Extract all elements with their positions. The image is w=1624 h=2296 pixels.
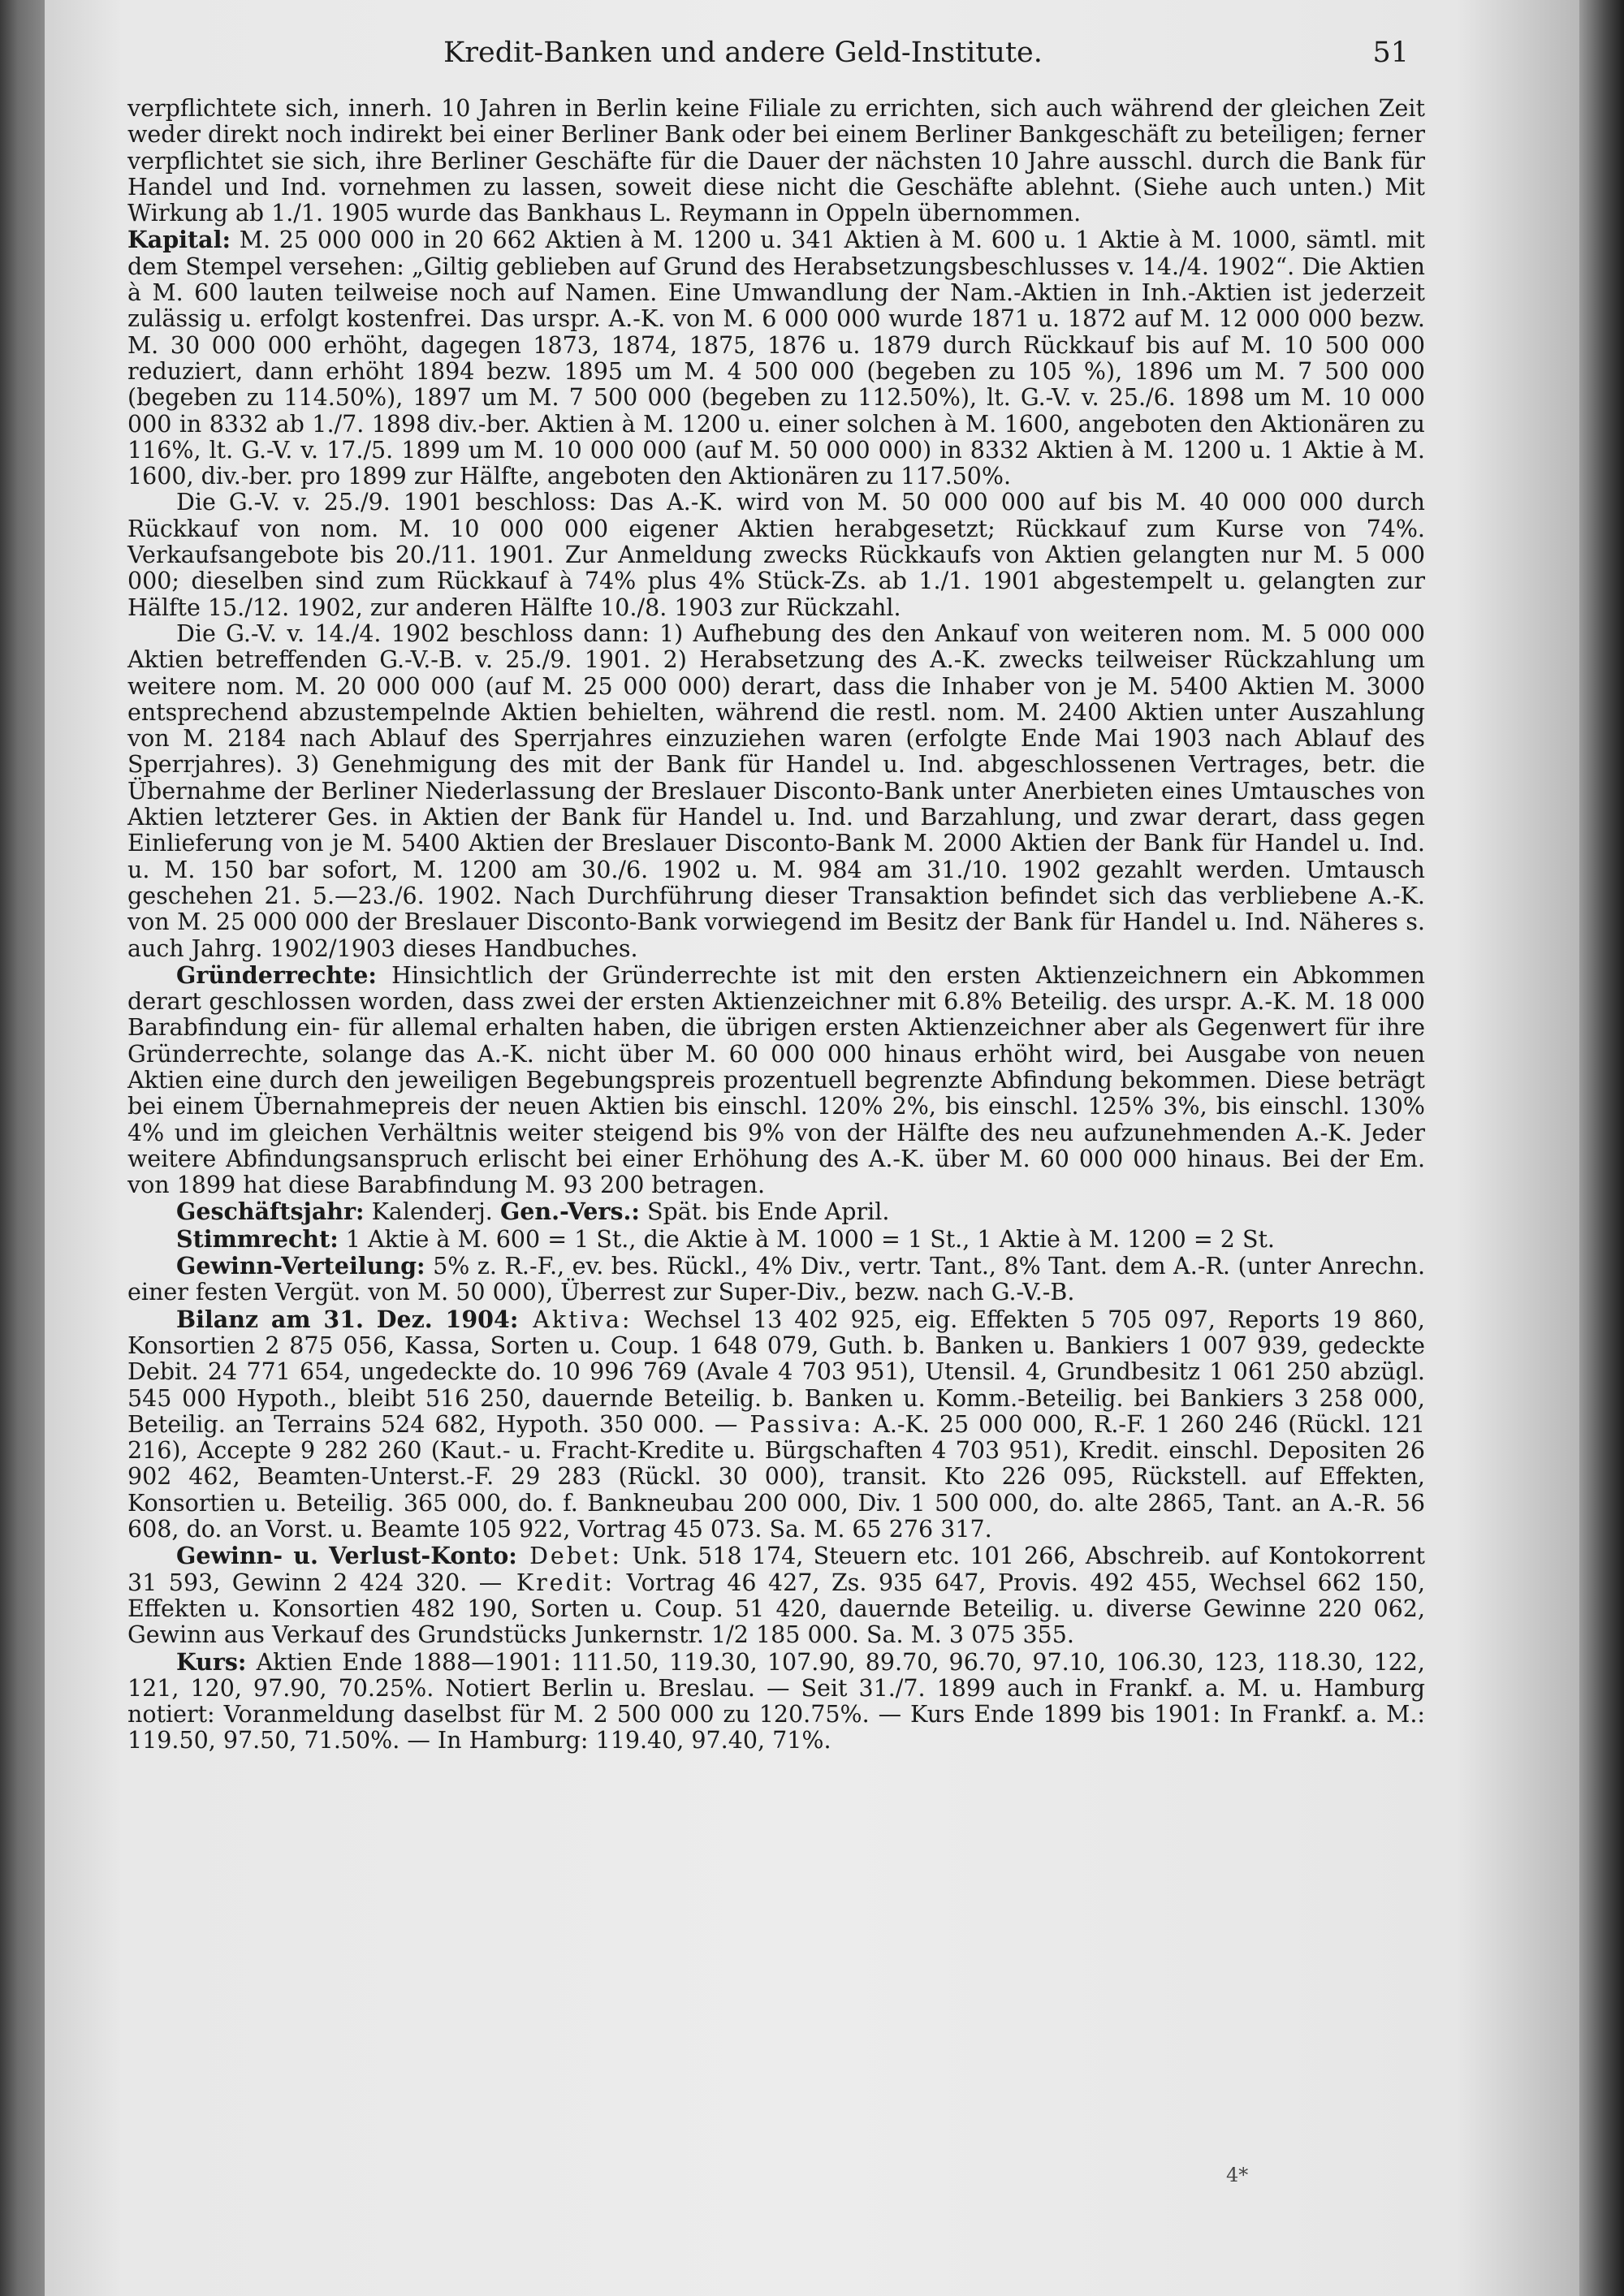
debet-text: Unk. 518 174, Steuern etc. 101 266, Abschreib. auf Kontokorrent 31 593, Gewinn 2 424 320. — (127, 1543, 1425, 1596)
paragraph-kurs (127, 1649, 1425, 1754)
scan-right-edge (1579, 0, 1624, 2296)
gewinn-verteilung-text: 5% z. R.-F., ev. bes. Rückl., 4% Div., vertr. Tant., 8% Tant. dem A.-R. (unter Anrechn. einer festen Vergüt. von M. 50 000), Überrest zur Super-Div., bezw. nach G.-V.-B. (127, 1253, 1425, 1306)
gewinn-verteilung-label: Gewinn-Verteilung: (176, 1252, 425, 1280)
bilanz-label: Bilanz am 31. Dez. 1904: (176, 1305, 519, 1333)
stimmrecht-label: Stimmrecht: (176, 1224, 339, 1253)
body-text (127, 96, 1425, 1754)
guv-label: Gewinn- u. Verlust-Konto: (176, 1542, 517, 1570)
scan-left-edge (0, 0, 45, 2296)
aktiva-label: Aktiva: (518, 1306, 633, 1333)
signature-mark: 4* (1226, 2164, 1249, 2186)
debet-label: Debet: (516, 1543, 622, 1570)
paragraph-bilanz (127, 1306, 1425, 1543)
page-number: 51 (1372, 37, 1409, 69)
aktiva-text: Wechsel 13 402 925, eig. Effekten 5 705 097, Reports 19 860, Konsortien 2 875 056, Kassa, Sorten u. Coup. 1 648 079, Guth. b. Banken u. Bankiers 1 007 939, gedeckte Debit. 24 771 654, ungedeckte do. 10 996 769 (Avale 4 703 951), Utensil. 4, Grundbesitz 1 061 250 abzügl. 545 000 Hypoth., bleibt 516 250, dauernde Beteilig. b. Banken u. Komm.-Beteilig. bei Bankiers 3 258 000, Beteilig. an Terrains 524 682, Hypoth. 350 000. — (127, 1306, 1425, 1438)
stimmrecht-text: 1 Aktie à M. 600 = 1 St., die Aktie à M. 1000 = 1 St., 1 Aktie à M. 1200 = 2 St. (338, 1225, 1275, 1253)
paragraph-gruenderrechte (127, 962, 1425, 1199)
header-title: Kredit-Banken und andere Geld-Institute. (443, 37, 1043, 69)
paragraph-stimmrecht (127, 1226, 1425, 1253)
paragraph-gv-1901: Die G.-V. v. 25./9. 1901 beschloss: Das A.-K. wird von M. 50 000 000 auf bis M. 40 000 000 durch Rückkauf von nom. M. 10 000 000 eigener Aktien herabgesetzt; Rückkauf zum Kurse von 74%. Verkaufsangebote bis 20./11. 1901. Zur Anmeldung zwecks Rückkaufs von Aktien gelangten nur M. 5 000 000; dieselben sind zum Rückkauf à 74% plus 4% Stück-Zs. ab 1./1. 1901 abgestempelt u. gelangten zur Hälfte 15./12. 1902, zur anderen Hälfte 10./8. 1903 zur Rückzahl. (127, 489, 1425, 621)
running-header (77, 37, 1409, 77)
gen-vers-text: Spät. bis Ende April. (639, 1198, 890, 1226)
paragraph-kapital (127, 227, 1425, 490)
paragraph-geschaeftsjahr (127, 1198, 1425, 1225)
paragraph-gewinn-verteilung (127, 1253, 1425, 1306)
geschaeftsjahr-label: Geschäftsjahr: (176, 1198, 365, 1226)
gruender-label: Gründerrechte: (176, 960, 377, 989)
paragraph-intro: verpflichtete sich, innerh. 10 Jahren in Berlin keine Filiale zu errichten, sich auch während der gleichen Zeit weder direkt noch indirekt bei einer Berliner Bank oder bei einem Berliner Bankgeschäft zu beteiligen; ferner verpflichtet sie sich, ihre Berliner Geschäfte für die Dauer der nächsten 10 Jahre ausschl. durch die Bank für Handel und Ind. vornehmen zu lassen, soweit diese nicht die Geschäfte ablehnt. (Siehe auch unten.) Mit Wirkung ab 1./1. 1905 wurde das Bankhaus L. Reymann in Oppeln übernommen. (127, 95, 1426, 227)
gen-vers-label: Gen.-Vers.: (499, 1198, 640, 1226)
kurs-label: Kurs: (176, 1647, 247, 1676)
passiva-text: A.-K. 25 000 000, R.-F. 1 260 246 (Rückl. 121 216), Accepte 9 282 260 (Kaut.- u. Fracht-Kredite u. Bürgschaften 4 703 951), Kredit. einschl. Depositen 26 902 462, Beamten-Unterst.-F. 29 283 (Rückl. 30 000), transit. Kto 226 095, Rückstell. auf Effekten, Konsortien u. Beteilig. 365 000, do. f. Bankneubau 200 000, Div. 1 500 000, do. alte 2865, Tant. an A.-R. 56 608, do. an Vorst. u. Beamte 105 922, Vortrag 45 073. Sa. M. 65 276 317. (127, 1410, 1425, 1543)
kapital-label: Kapital: (127, 226, 231, 254)
gruender-text: Hinsichtlich der Gründerrechte ist mit den ersten Aktienzeichnern ein Abkommen derart geschlossen worden, dass zwei der ersten Aktienzeichner mit 6.8% Beteilig. des urspr. A.-K. M. 18 000 Barabfindung ein- für allemal erhalten haben, die übrigen ersten Aktienzeichner aber als Gegenwert für ihre Gründerrechte, solange das A.-K. nicht über M. 60 000 000 hinaus erhöht wird, bei Ausgabe von neuen Aktien eine durch den jeweiligen Begebungspreis prozentuell begrenzte Abfindung bekommen. Diese beträgt bei einem Übernahmepreis der neuen Aktien bis einschl. 120% 2%, bis einschl. 125% 3%, bis einschl. 130% 4% und im gleichen Verhältnis weiter steigend bis 9% von der Hälfte des neu aufzunehmenden A.-K. Jeder weitere Abfindungsanspruch erlischt bei einer Erhöhung des A.-K. über M. 60 000 000 hinaus. Bei der Em. von 1899 hat diese Barabfindung M. 93 200 betragen. (127, 961, 1425, 1199)
geschaeftsjahr-text: Kalenderj. (364, 1198, 500, 1226)
kapital-text: M. 25 000 000 in 20 662 Aktien à M. 1200 u. 341 Aktien à M. 600 u. 1 Aktie à M. 1000, sämtl. mit dem Stempel versehen: „Giltig geblieben auf Grund des Herabsetzungsbeschlusses v. 14./4. 1902“. Die Aktien à M. 600 lauten teilweise noch auf Namen. Eine Umwandlung der Nam.-Aktien in Inh.-Aktien ist jederzeit zulässig u. erfolgt kostenfrei. Das urspr. A.-K. von M. 6 000 000 wurde 1871 u. 1872 auf M. 12 000 000 bezw. M. 30 000 000 erhöht, dagegen 1873, 1874, 1875, 1876 u. 1879 durch Rückkauf bis auf M. 10 500 000 reduziert, dann erhöht 1894 bezw. 1895 um M. 4 500 000 (begeben zu 105 %), 1896 um M. 7 500 000 (begeben zu 114.50%), 1897 um M. 7 500 000 (begeben zu 112.50%), lt. G.-V. v. 25./6. 1898 um M. 10 000 000 in 8332 ab 1./7. 1898 div.-ber. Aktien à M. 1200 u. einer solchen à M. 1600, angeboten den Aktionären zu 116%, lt. G.-V. v. 17./5. 1899 um M. 10 000 000 (auf M. 50 000 000) in 8332 Aktien à M. 1200 u. 1 Aktie à M. 1600, div.-ber. pro 1899 zur Hälfte, angeboten den Aktionären zu 117.50%. (127, 227, 1425, 490)
paragraph-gewinn-verlust (127, 1543, 1425, 1648)
kurs-text: Aktien Ende 1888—1901: 111.50, 119.30, 107.90, 89.70, 96.70, 97.10, 106.30, 123, 118.30, 122, 121, 120, 97.90, 70.25%. Notiert Berlin u. Breslau. — Seit 31./7. 1899 auch in Frankf. a. M. u. Hamburg notiert: Voranmeldung daselbst für M. 2 500 000 zu 120.75%. — Kurs Ende 1899 bis 1901: In Frankf. a. M.: 119.50, 97.50, 71.50%. — In Hamburg: 119.40, 97.40, 71%. (127, 1648, 1425, 1754)
kredit-label: Kredit: (502, 1569, 615, 1596)
paragraph-gv-1902: Die G.-V. v. 14./4. 1902 beschloss dann: 1) Aufhebung des den Ankauf von weiteren nom. M. 5 000 000 Aktien betreffenden G.-V.-B. v. 25./9. 1901. 2) Herabsetzung des A.-K. zwecks teilweiser Rückzahlung um weitere nom. M. 20 000 000 (auf M. 25 000 000) derart, dass die Inhaber von je M. 5400 Aktien M. 3000 entsprechend abzustempelnde Aktien behielten, während die restl. nom. M. 2400 Aktien unter Auszahlung von M. 2184 nach Ablauf des Sperrjahres einzuziehen waren (erfolgte Ende Mai 1903 nach Ablauf des Sperrjahres). 3) Genehmigung des mit der Bank für Handel u. Ind. abgeschlossenen Vertrages, betr. die Übernahme der Berliner Niederlassung der Breslauer Disconto-Bank unter Anerbieten eines Umtausches von Aktien letzterer Ges. in Aktien der Bank für Handel u. Ind. und Barzahlung, und zwar derart, dass gegen Einlieferung von je M. 5400 Aktien der Breslauer Disconto-Bank M. 2000 Aktien der Bank für Handel u. Ind. u. M. 150 bar sofort, M. 1200 am 30./6. 1902 u. M. 984 am 31./10. 1902 gezahlt werden. Umtausch geschehen 21. 5.—23./6. 1902. Nach Durchführung dieser Transaktion befindet sich das verbliebene A.-K. von M. 25 000 000 der Breslauer Disconto-Bank vorwiegend im Besitz der Bank für Handel u. Ind. Näheres s. auch Jahrg. 1902/1903 dieses Handbuches. (127, 619, 1425, 962)
kredit-text: Vortrag 46 427, Zs. 935 647, Provis. 492 455, Wechsel 662 150, Effekten u. Konsortien 482 190, Sorten u. Coup. 51 420, dauernde Beteilig. u. diverse Gewinne 220 062, Gewinn aus Verkauf des Grundstücks Junkernstr. 1/2 185 000. Sa. M. 3 075 355. (127, 1569, 1425, 1649)
passiva-label: Passiva: (737, 1410, 864, 1438)
